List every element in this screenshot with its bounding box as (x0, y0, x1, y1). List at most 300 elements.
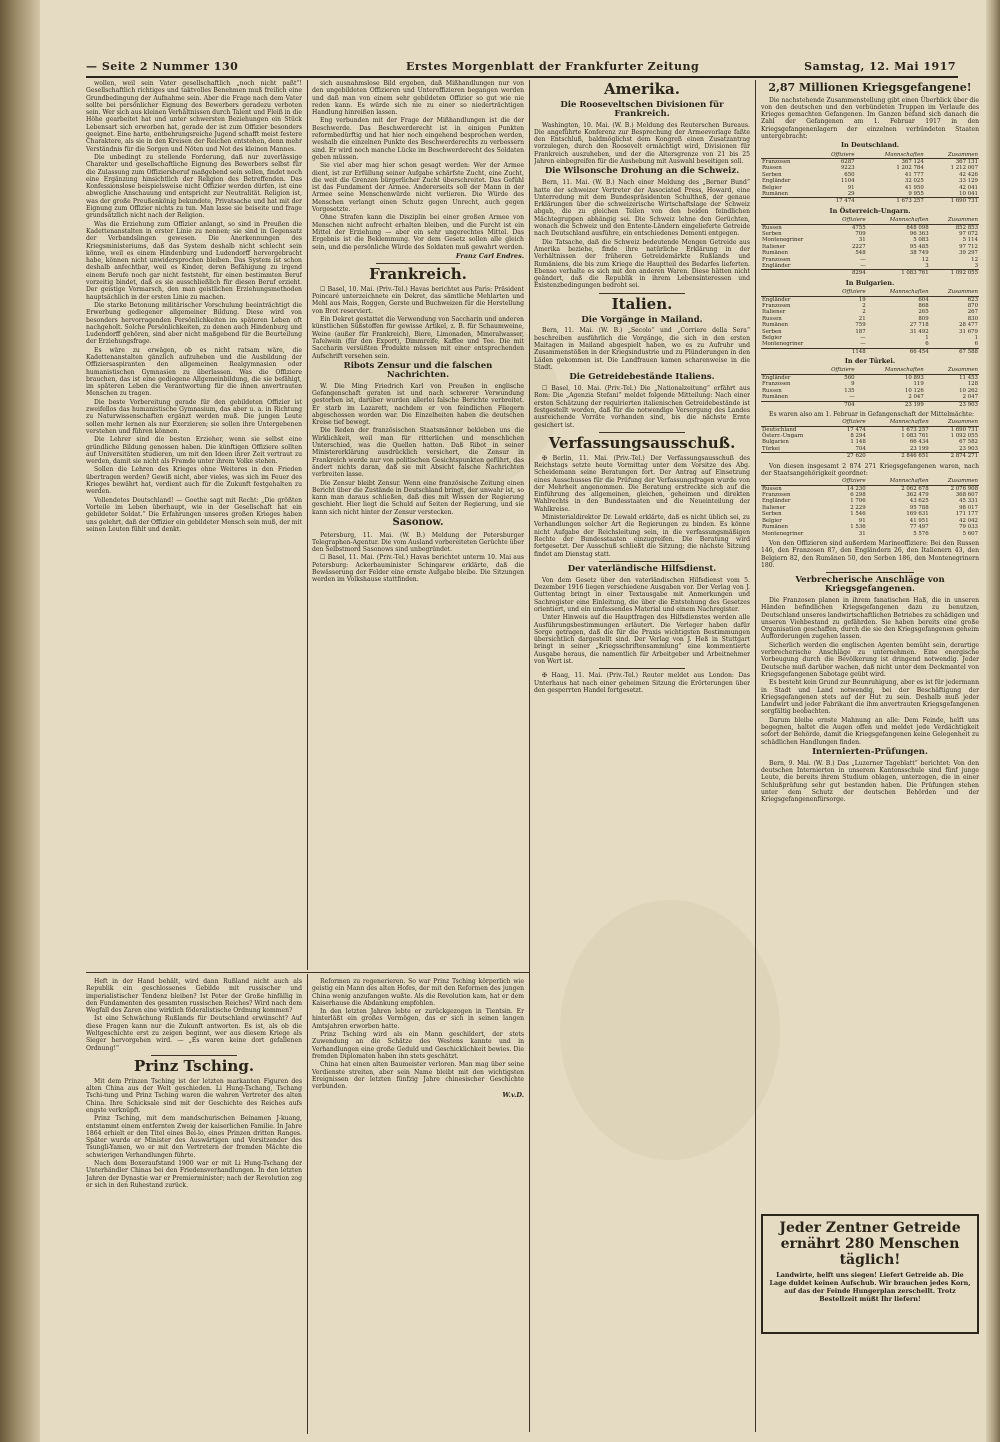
table-cell: 9 955 (908, 191, 924, 198)
article-paragraph: ☐ Basel, 10. Mai. (Priv.-Tel.) Havas berichtet aus Paris: Präsident Poincaré unterzeichnete ein Dekret, das sämtliche Mehlarten und Mehl aus Mais, Roggen, Gerste und Buchweizen für die Herstellung von Brot reserviert. (312, 285, 524, 315)
table-cell: 367 124 (901, 159, 924, 166)
divider (376, 263, 461, 264)
article-paragraph: Sollen die Lehren des Krieges ohne Weiteres in den Frieden übertragen werden? Gewiß nicht, aber vieles, was sich im Feuer des Krieges bewährt hat, verdient auch für die Zukunft festgehalten zu werden. (86, 466, 302, 496)
article-paragraph: Heft in der Hand behält, wird dann Rußland nicht auch als Republik ein geschlossenes Gebilde mit russischer und imperialistischer Tendenz bleiben? Ist Peter der Große hinfällig in den Fundamenten des gesamten russischen Reiches? Wird nach dem Wegfall des Zaren eine wirklich föderalistische Ordnung kommen? (86, 978, 302, 1015)
feuilleton-column-1 (86, 978, 302, 1433)
table-cell: Montenegriner (762, 341, 804, 348)
table-cell: 2 (862, 302, 866, 309)
table-cell: 2 062 678 (901, 485, 929, 492)
article-paragraph: Sicherlich werden die englischen Agenten bemüht sein, derartige verbrecherische Anschläge zu unternehmen. Eine energische Vorbeugung durch die Bevölkerung ist dringend notwendig. Jeder Deutsche muß darüber wachen, daß nicht unter dem Deckmantel von Kriegsgefangenen Sabotage geübt wird. (761, 641, 979, 678)
article-paragraph: Die beste Vorbereitung gerade für den gebildeten Offizier ist zweifellos das humanistische Gymnasium, das aber u. a. in Richtung zu Naturwissenschaften ergänzt werden muß. Die jungen Leute sollen mehr lernen als nur Exerzieren; sie sollen ihre Untergebenen verstehen und führen können. (86, 398, 302, 435)
table-cell: 6287 (840, 159, 855, 166)
table-total-row (761, 453, 979, 460)
article-paragraph: Petersburg, 11. Mai. (W. B.) Meldung der Petersburger Telegraphen-Agentur. Die vom Ausland vorbereiteten Gerüchte über den Selbstmord Sasonows sind unbegründet. (312, 531, 524, 554)
table-cell: Serben (762, 511, 782, 518)
table-header-cell: Zusammen (925, 152, 979, 159)
article-paragraph: Eng verbunden mit der Frage der Mißhandlungen ist die der Beschwerde. Das Beschwerderecht ist in einigen Punkten reformbedürftig und hat hier noch eingehend besprochen werden, weshalb die einzelnen Punkte des Beschwerderechts zu verbessern sind. Er wird noch manche Lücke im Beschwerderecht des Soldaten geben müssen. (312, 117, 524, 161)
article-paragraph: ✠ Haag, 11. Mai. (Priv.-Tel.) Reuter meldet aus London: Das Unterhaus hat nach einer geheimen Sitzung die Erörterungen über den gesperrten Handel fortgesetzt. (534, 672, 750, 694)
divider (826, 572, 913, 573)
table-cell: 2 076 908 (950, 485, 978, 492)
headline-verbrecherische-anschlaege: Verbrecherische Anschläge von Kriegsgefangenen. (795, 575, 945, 595)
table-total-cell: 1 083 761 (867, 270, 930, 277)
table-caption: In Bulgarien. (845, 278, 895, 287)
table-total-cell: 27 620 (828, 453, 867, 460)
table-cell: 2 229 (850, 504, 866, 511)
table-cell: 187 (855, 328, 866, 335)
table-cell: 41 777 (904, 171, 924, 178)
table-cell: Belgier (762, 334, 782, 341)
table-cell: Russen (762, 224, 782, 231)
table-cell: Italiener (762, 243, 786, 250)
table-header-cell: Zusammen (925, 367, 979, 374)
advertisement-body: Landwirte, helft uns siegen! Liefert Getreide ab. Die Lage duldet keinen Aufschub. Wir brauchen jedes Korn, auf das der Feinde Hungerplan zerschellt. Trotz Bestellzeit müßt Ihr liefern! (769, 1271, 971, 1303)
table-header-row (761, 419, 979, 426)
table-cell: 267 (967, 309, 978, 316)
table-row (761, 426, 979, 433)
table-cell: 1 706 (850, 498, 866, 505)
section-rule (86, 972, 529, 973)
table-cell: Serben (762, 171, 782, 178)
column-4 (761, 80, 979, 1210)
table-cell: 43 625 (909, 498, 929, 505)
article-paragraph: Sie viel aber mag hier schon gesagt werden: Wer der Armee dient, ist zur Erfüllung seiner Aufgabe schärfste Zucht, eine Zucht, die weit die Grenzen bürgerlicher Zucht überschreitet. Das Gefühl ist das Fundament der Armee. Andererseits soll der Mann in der Armee seine Menschenwürde nicht verlieren. Die Würde des Menschen verlangt einen Schutz gegen Unrecht, auch gegen Vorgesetzte. (312, 162, 524, 214)
advertisement-title: Jeder Zentner Getreide ernährt 280 Menschen täglich! (779, 1220, 961, 1268)
column-rule (307, 80, 308, 970)
table-header-row (761, 152, 979, 159)
table-cell: 265 (918, 309, 929, 316)
table-cell: 10 041 (959, 191, 978, 198)
table-cell: 2 (862, 309, 866, 316)
table-caption: In der Türkei. (844, 357, 896, 366)
column-rule (529, 80, 530, 1432)
table-cell: — (849, 394, 855, 401)
table-cell: 759 (855, 322, 866, 329)
table-cell: 23 199 (909, 445, 929, 452)
table-header-cell: Zusammen (930, 419, 979, 426)
subheadline: Die Rooseveltschen Divisionen für Frankreich. (560, 99, 724, 119)
feuilleton-column-2 (312, 978, 524, 1433)
article-paragraph: Von diesen insgesamt 2 874 271 Kriegsgefangenen waren, nach der Staatsangehörigkeit geordnet: (761, 462, 979, 477)
column-1 (86, 80, 302, 970)
table-header-cell: Offiziere (827, 289, 866, 296)
table-cell: 29 (847, 191, 855, 198)
table-row (761, 446, 979, 453)
table-cell: Russen (762, 387, 782, 394)
table-cell: 31 (858, 237, 866, 244)
article-paragraph: Es waren also am 1. Februar in Gefangenschaft der Mittelmächte: (769, 410, 975, 418)
headline-hilfsdienst: Der vaterländische Hilfsdienst. (567, 563, 717, 574)
table-cell: 10 126 (904, 387, 924, 394)
table-header-cell: Mannschaften (867, 289, 930, 296)
page-header (86, 60, 956, 76)
table-cell: 17 474 (846, 426, 866, 433)
table-cell: Rumänen (762, 394, 788, 401)
table-header-cell: Zusammen (930, 289, 979, 296)
pow-table-nations (761, 478, 979, 537)
table-total-cell: 2 874 271 (930, 453, 979, 460)
table-cell: 1 202 784 (896, 165, 924, 172)
article-paragraph: Nach dem Boxeraufstand 1900 war er mit Li Hung-Tschang der Unterhändler Chinas bei den Friedensverhandlungen. In den letzten Jahren der Dynastie war er Premierminister; nach der Revolution zog er sich in den Ruhestand zurück. (86, 1159, 302, 1189)
article-paragraph: Ist eine Schwächung Rußlands für Deutschland erwünscht? Auf diese Fragen kann nur die Zukunft antworten. Es ist, als ob die Weltgeschichte erst zu zeigen beginnt, wer aus diesem Kriege als Sieger hervorgehen wird. — „Es waren keine dort gefallenen Ordnung!“ (86, 1015, 302, 1052)
table-cell: 704 (855, 445, 866, 452)
table-cell: 67 582 (959, 439, 978, 446)
article-paragraph: Bern, 9. Mai. (W. B.) Das „Luzerner Tageblatt“ berichtet: Von den deutschen Internierten in unserem Kantonsschule sind fünf junge Leute, die bereits ihrem Studium oblagen, unterzogen, die in einer Schlußprüfung sehr gut bestanden haben. Die Prüfungen stehen unter dem Schutz der deutschen Behörden und der Kriegsgefangenenfürsorge. (761, 759, 979, 804)
table-cell: 1104 (840, 178, 855, 185)
article-paragraph: Die Zensur bleibt Zensur. Wenn eine französische Zeitung einen Bericht über die Zustände in Deutschland bringt, der unwahr ist, so kann man daraus schließen, daß dies mit Wissen der Regierung geschieht. Hier liegt die Schuld auf Seiten der Regierung, und sie kann sich nicht hinter der Zensur verstecken. (312, 479, 524, 516)
table-cell: 9 (851, 381, 855, 388)
table-cell: 1 212 007 (950, 165, 978, 172)
table-cell: 6 (974, 341, 978, 348)
table-cell: Franzosen (762, 381, 791, 388)
table-cell: Rumänen (762, 250, 788, 257)
table-total-cell: 8294 (827, 270, 866, 277)
table-total-cell: 1148 (827, 348, 866, 355)
table-row (761, 341, 979, 348)
table-cell: 5 083 (913, 237, 929, 244)
table-cell: 32 025 (904, 178, 924, 185)
table-total-cell: 23 199 (856, 401, 925, 408)
table-cell: Rumänen (762, 191, 788, 198)
table-cell: Franzosen (762, 492, 791, 499)
table-header-cell: Mannschaften (867, 217, 930, 224)
table-cell: 42 042 (959, 517, 978, 524)
table-cell: 12 (921, 256, 929, 263)
article-paragraph: Von dem Gesetz über den vaterländischen Hilfsdienst vom 5. Dezember 1916 liegen verschiedene Ausgaben vor. Der Verlag von J. Guttentag bringt in einer Textausgabe mit Anmerkungen und Sachregister eine Einleitung, die über die Entstehung des Gesetzes orientiert, und ein umfassendes Material und einem Nachregister. (534, 576, 750, 613)
table-cell: Rumänen (762, 524, 788, 531)
table-header-cell: Offiziere (827, 478, 866, 485)
table-cell: 868 (918, 302, 929, 309)
table-cell: — (860, 341, 866, 348)
table-cell: 709 (855, 230, 866, 237)
table-header-cell: Zusammen (930, 478, 979, 485)
table-cell: 8 294 (850, 433, 866, 440)
table-cell: 12 (971, 256, 978, 263)
table-cell: 19 (858, 296, 866, 303)
table-cell: Montenegriner (762, 530, 804, 537)
table-cell: 1 (974, 334, 978, 341)
header-date: Samstag, 12. Mai 1917 (804, 60, 956, 73)
table-total-cell: 1 673 257 (856, 198, 925, 205)
table-total-cell (761, 453, 828, 460)
pow-table-bulgarien (761, 289, 979, 355)
article-paragraph: Prinz Tsching wird als ein Mann geschildert, der stets Zuwendung an die Schätze des Westens kannte und in Verhandlungen eine große Geduld und Geschicklichkeit bewies. Die fremden Diplomaten haben ihn stets geschätzt. (312, 1031, 524, 1060)
table-cell: 5 114 (962, 237, 978, 244)
table-cell: — (860, 334, 866, 341)
article-paragraph: W. Die Ming Friedrich Karl von Preußen in englische Gefangenschaft geraten ist und nach schwerer Verwundung gestorben ist, darüber wurden allerlei falsche Berichte verbreitet. Er starb im Lazarett, nachdem er von feindlichen Fliegern abgeschossen worden war. Die Einzelheiten haben die deutschen Kreise tief bewegt. (312, 382, 524, 427)
table-header-cell: Mannschaften (856, 152, 925, 159)
table-cell: 2 047 (962, 394, 978, 401)
table-header-cell (761, 478, 827, 485)
divider (599, 293, 685, 294)
table-cell: Franzosen (762, 256, 791, 263)
table-total-cell (761, 270, 827, 277)
table-cell: 42 041 (959, 184, 978, 191)
table-cell: 96 363 (909, 230, 929, 237)
column-2 (312, 80, 524, 970)
table-cell: 1 148 (850, 439, 866, 446)
table-total-cell (761, 198, 813, 205)
headline-kriegsgefangene: 2,87 Millionen Kriegsgefangene! (768, 81, 972, 94)
article-paragraph: Von den Offizieren sind außerdem Marineoffiziere: Bei den Russen 146, den Franzosen 87, den Engländern 26, den Italienern 43, den Belgiern 82, den Rumänen 50, den Serben 186, den Montenegrinern 180. (761, 539, 979, 569)
article-paragraph: Die unbedingt zu stellende Forderung, daß nur zuverlässige Charakter und gesellschaftliche Eignung des Bewerbers selbst für die Zulassung zum Offiziersberuf maßgebend sein sollen, findet noch eine Ergänzung hinsichtlich der Religion des Betreffenden. Das Konfessionslose beispielsweise nicht Offizier werden dürfen, ist eine abwegliche Anschauung und entspricht zur Neutralität. Religion ist, was der große Preußenkönig bekundete, Privatsache und hat mit der Eignung zum Offizier nichts zu tun. Man lasse sie beiseite und frage grundsätzlich nicht nach der Religion. (86, 153, 302, 220)
table-cell: Montenegriner (762, 237, 804, 244)
table-cell: Türkei (762, 445, 780, 452)
table-cell: Serben (762, 328, 782, 335)
table-cell: 45 331 (959, 498, 978, 505)
headline-verfassungsausschuss: Verfassungsausschuß. (548, 433, 736, 452)
article-paragraph: Die Reden der französischen Staatsmänner bekleben uns die Wirklichkeit, weil man für ritterlichen und menschlichen Unterschied, was die Quellen hatten. Daß Ribot in seiner Ministererklärung ausdrücklich versichert, die Zensur in Frankreich werde nur von politischen Gesichtspunkten geführt, das ändert nichts daran, daß sie mit Absicht falsche Nachrichten verbreiten lasse. (312, 427, 524, 479)
table-cell: 28 477 (959, 322, 978, 329)
table-row (761, 159, 979, 166)
table-total-row (761, 401, 979, 408)
table-header-row (761, 478, 979, 485)
header-masthead: Erstes Morgenblatt der Frankfurter Zeitung (406, 60, 700, 73)
table-cell: 1 (925, 334, 929, 341)
table-cell: 42 426 (959, 171, 978, 178)
table-cell: 171 177 (955, 511, 978, 518)
table-cell: Belgier (762, 184, 782, 191)
table-cell: Franzosen (762, 159, 791, 166)
table-header-cell: Offiziere (827, 217, 866, 224)
table-cell: 23 903 (959, 445, 978, 452)
table-cell: Italiener (762, 504, 786, 511)
table-total-cell: 17 474 (813, 198, 856, 205)
table-cell: Belgier (762, 517, 782, 524)
article-paragraph: wollen, weil sein Vater gesellschaftlich „noch nicht paßt“! Gesellschaftlich richtiges und taktvolles Benehmen muß freilich eine Grundbedingung der Aufnahme sein. Aber die Frage nach dem Vater sollte bei persönlicher Eignung des Bewerbers geradezu verboten sein. Wer sich aus kleinen Verhältnissen durch Talent und Fleiß in die Höhe gearbeitet hat und unter schwersten Beziehungen ein Stück Lebensart sich erworben hat, gerade der ist zum Offizier besonders geeignet. Eine harte, entbehrungsreiche Jugend schafft meist festere Charaktere, als sie in den Kreisen der Reichen entstehen, denn mehr Verständnis für die Sorgen und Nöten und Not des kleinen Mannes. (86, 80, 302, 153)
table-total-cell: 1 690 731 (925, 198, 979, 205)
article-paragraph: Es wäre zu erwägen, ob es nicht ratsam wäre, die Kadettenanstalten gänzlich aufzuheben und die Ausbildung der Offiziersaspiranten den allgemeinen Realgymnasien oder humanistischen Gymnasien zu überlassen. Was die Offiziere brauchen, das ist eine gediegene Allgemeinbildung, die sie befähigt, im späteren Leben die Verantwortung für die ihnen anvertrauten Menschen zu tragen. (86, 346, 302, 398)
table-cell: Deutschland (762, 426, 797, 433)
table-cell: 809 (918, 315, 929, 322)
headline-italien: Italien. (611, 294, 673, 313)
table-header-cell (761, 419, 828, 426)
column-rule (307, 974, 308, 1434)
article-paragraph: Vollendetes Deutschland! — Goethe sagt mit Recht: „Die größten Vorteile im Leben überhaupt, wie in der Gesellschaft hat ein gebildeter Soldat.“ Die Erfahrungen unseres großen Krieges haben uns gelehrt, daß der Offizier ein gebildeter Mensch sein muß, der mit seinen Leuten fühlt und denkt. (86, 496, 302, 533)
article-paragraph: Darum bleibe ernste Mahnung an alle: Dem Feinde, helft uns begegnen, haltet die Augen offen und meldet jede Verdächtigkeit sofort der Behörde, damit die Kriegsgefangenen keine Gelegenheit zu schädlichen Handlungen finden. (761, 716, 979, 746)
table-total-cell: 23 903 (925, 401, 979, 408)
pow-table-deutschland (761, 152, 979, 205)
header-page-number: — Seite 2 Nummer 130 (86, 60, 239, 73)
article-paragraph: Die Tatsache, daß die Schweiz bedeutende Mengen Getreide aus Amerika beziehe, finde ihre natürliche Erklärung in der Verhältnissen der früheren Getreidemärkte Rußlands und Rumäniens, die bis zum Kriege die Hauptteil des Bedarfes lieferten. Ebenso verhalte es sich mit den anderen Waren. Diese hätten nicht geändert, daß die Republik in ihrem Lebensinteressen und Existenzbedingungen bedroht sei. (534, 238, 750, 290)
article-paragraph: sich ausnahmslose Bild ergeben, daß Mißhandlungen nur von den ungebildeten Offizieren und Unteroffizieren begangen werden und daß man von einem sehr gebildeten Offizier so gut wie nie reden kann. Es würde sich nie zu einer so niederträchtigen Handlung hinreißen lassen. (312, 80, 524, 117)
pow-table-summary (761, 419, 979, 459)
table-cell: 10 893 (904, 374, 924, 381)
table-cell: — (860, 263, 866, 270)
table-caption: In Deutschland. (840, 141, 900, 150)
table-cell: 830 (967, 315, 978, 322)
table-cell: Engländer (762, 374, 791, 381)
table-total-cell (761, 348, 827, 355)
table-cell: 3 (925, 263, 929, 270)
table-header-row (761, 289, 979, 296)
table-cell: 91 (858, 517, 866, 524)
table-cell: Engländer (762, 296, 791, 303)
table-cell: Engländer (762, 498, 791, 505)
table-header-row (761, 367, 979, 374)
table-cell: 97 712 (959, 243, 978, 250)
divider (599, 432, 685, 433)
headline-frankreich: Frankreich. (369, 265, 467, 284)
table-cell: Italiener (762, 309, 786, 316)
table-cell: 97 072 (959, 230, 978, 237)
table-caption: In Österreich-Ungarn. (829, 206, 911, 215)
pow-table-tuerkei (761, 367, 979, 407)
table-cell: 95 485 (909, 243, 929, 250)
table-cell: Russen (762, 315, 782, 322)
advertisement-box (761, 1214, 979, 1334)
table-cell: 9223 (840, 165, 855, 172)
table-cell: 2227 (851, 243, 866, 250)
table-cell: 41 951 (909, 517, 929, 524)
article-paragraph: Unter Hinweis auf die Hauptfragen des Hilfsdienstes werden alle Ausführungsbestimmungen erläutert. Die Verleger haben dafür Sorge getragen, daß die für die Praxis wichtigsten Bestimmungen übersichtlich dargestellt sind. Der Verlag von J. Heß in Stuttgart bringt in seiner „Kriegsschriftensammlung“ eine kommentierte Ausgabe heraus, die namentlich für Arbeitgeber und Arbeitnehmer von Wert ist. (534, 614, 750, 665)
table-cell: 848 098 (906, 224, 929, 231)
table-row (761, 296, 979, 303)
table-cell: Bulgarien (762, 439, 789, 446)
table-total-cell: 1 092 055 (930, 270, 979, 277)
article-paragraph: Es besteht kein Grund zur Beunruhigung, aber es ist für jedermann in Stadt und Land notwendig, bei der Beschäftigung der Kriegsgefangenen stets auf der Hut zu sein. Deshalb muß jeder Landwirt und jeder Fabrikant die ihm anvertrauten Kriegsgefangenen sorgfältig beobachten. (761, 679, 979, 716)
table-header-cell (761, 367, 813, 374)
table-cell: 31 492 (909, 328, 929, 335)
table-row (761, 531, 979, 537)
divider (599, 561, 685, 562)
article-paragraph: ☐ Basel, 11. Mai. (Priv.-Tel.) Havas berichtet unterm 10. Mai aus Petersburg: Ackerbauminister Schingarew erklärte, daß die Bewässerung der Felder eine ernste Aufgabe bleibe. Die Sitzungen werden im Volkshause stattfinden. (312, 554, 524, 584)
table-row (761, 263, 979, 270)
table-cell: 31 (858, 530, 866, 537)
author-signature: W.v.D. (502, 1091, 524, 1100)
table-cell: 1 083 761 (901, 433, 929, 440)
table-header-cell: Offiziere (813, 152, 856, 159)
binding-gutter (0, 0, 40, 1442)
table-row (761, 224, 979, 231)
column-3 (534, 80, 750, 1432)
table-cell: 623 (967, 296, 978, 303)
table-cell: Russen (762, 485, 782, 492)
table-cell: 5 607 (962, 530, 978, 537)
table-total-cell: 66 454 (867, 348, 930, 355)
table-cell: 650 (844, 171, 855, 178)
table-cell: 66 434 (909, 439, 929, 446)
article-paragraph: In den letzten Jahren lebte er zurückgezogen in Tientsin. Er hinterläßt ein großes Vermögen, das er sich in seinen langen Amtsjahren erworben hatte. (312, 1008, 524, 1030)
article-paragraph: ☐ Basel, 10. Mai. (Priv.-Tel.) Die „Nationalzeitung“ erfährt aus Rom: Die „Agenzia Stefani“ meldet folgende Mitteilung: Nach einer ersten Schätzung der requirierten italienischen Getreidebestände ist festgestellt worden, daß für die notwendige Versorgung des Landes ausreichende Vorräte vorhanden sind, bis die nächste Ernte gesichert ist. (534, 385, 750, 429)
table-cell: 1 536 (850, 524, 866, 531)
table-cell: 91 (847, 184, 855, 191)
table-cell: Engländer (762, 178, 791, 185)
article-paragraph: Was die Erziehung zum Offizier anlangt, so sind in Preußen die Kadettenanstalten in erster Linie zu nennen; sie sind in Gegensatz der Verbandslingen gewesen. Die Anerkennungen des Kriegsministeriums, daß das System deshalb nicht schlecht sein könne, weil es einem Hindenburg und Ludendorff hervorgebracht habe, können nicht unwidersprochen bleiben. Das System ist schon deshalb anfechtbar, weil es Kinder, deren Befähigung zu irgend einem Berufe noch gar nicht feststeht, für einen bestimmten Beruf vorzeitig bindet, daß es sie ausschließlich für diesen Beruf erzieht. Der geistige Vormarsch, den man geistlichen Erziehungsmethoden hauptsächlich in der ersten Linie zu machen. (86, 220, 302, 301)
article-paragraph: Die Lehrer sind die besten Erzieher, wenn sie selbst eine gründliche Bildung genossen haben. Die künftigen Offiziere sollten auf Universitäten studieren, um mit den Ideen ihrer Zeit vertraut zu werden, damit sie nicht als Fremde unter ihrem Volke stehen. (86, 436, 302, 466)
table-cell: 33 129 (959, 178, 978, 185)
table-cell: 362 479 (906, 492, 929, 499)
article-paragraph: Ohne Strafen kann die Disziplin bei einer großen Armee von Menschen nicht aufrecht erhalten bleiben, und die Furcht ist ein Mittel der Erziehung — aber ein sehr ungerechtes Mittel. Das Ergebnis ist die Beklemmung. Vor dem Gesetz sollen alle gleich sein, und die persönliche Würde des Soldaten muß gewahrt werden. (312, 214, 524, 251)
table-cell: 1 546 (850, 511, 866, 518)
table-cell: 39 297 (959, 250, 978, 257)
table-total-row (761, 270, 979, 277)
table-cell: 548 (855, 250, 866, 257)
table-cell: Engländer (762, 263, 791, 270)
pow-table-oesterreich (761, 217, 979, 277)
table-cell: 128 (967, 381, 978, 388)
table-row (761, 485, 979, 492)
table-cell: 5 576 (913, 530, 929, 537)
author-signature: Franz Carl Endres. (455, 251, 524, 260)
page-edge (986, 0, 1000, 1442)
table-cell: 119 (913, 381, 924, 388)
table-cell: 3 (974, 263, 978, 270)
table-cell: Franzosen (762, 302, 791, 309)
article-paragraph: China hat einen alten Baumeister verloren. Man mag über seine Verdienste streiten, aber sein Name bleibt mit den wichtigsten Ereignissen der letzten fünfzig Jahre chinesischer Geschichte verbunden. (312, 1061, 524, 1091)
article-paragraph: ✠ Berlin, 11. Mai. (Priv.-Tel.) Der Verfassungsausschuß des Reichstags setzte heute Vormittag unter dem Vorsitze des Abg. Scheidemann seine Beratungen fort. Der Antrag auf Einsetzung eines Ausschusses für die Prüfung der Verfassungsfragen wurde von der Mehrheit angenommen. Die Beratung erstreckte sich auf die Einführung des allgemeinen, gleichen, geheimen und direkten Wahlrechts in den Bundesstaaten und die Neueinteilung der Wahlkreise. (534, 454, 750, 513)
table-row (761, 394, 979, 401)
table-cell: 1 092 055 (950, 433, 978, 440)
subheadline: Die Vorgänge in Mailand. (581, 314, 703, 325)
table-total-cell: 704 (813, 401, 856, 408)
headline-internierten-pruefungen: Internierten-Prüfungen. (812, 746, 928, 757)
table-cell: 21 (858, 315, 866, 322)
table-cell: 79 033 (959, 524, 978, 531)
table-cell: 2 047 (908, 394, 924, 401)
table-cell: 870 (967, 302, 978, 309)
table-cell: 11 453 (959, 374, 978, 381)
table-header-cell (761, 217, 827, 224)
article-paragraph: Bern, 11. Mai. (W. B.) Nach einer Meldung des „Berner Bund“ hatte der schweizer Vertreter der Associated Press, Howard, eine Unterredung mit dem Bundespräsidenten Schultheß, der genaue Erklärungen über die schweizerische Wirtschaftslage der Schweiz abgab, die zu gleichen Teilen von den beiden feindlichen Mächtegruppen abhängig sei. Die Schweiz lehne den Gerüchten, wonach die Schweiz und den Entente-Ländern eingelieferte Getreide nach Deutschland ausführe, ein entschiedenes Dementi entgegen. (534, 179, 750, 238)
table-header-cell: Mannschaften (867, 478, 930, 485)
table-cell: 31 679 (959, 328, 978, 335)
article-paragraph: Die starke Betonung militärischer Vorschulung beeinträchtigt die Erwerbung gediegener allgemeiner Bildung. Diese wird von besonders hervorragenden Persönlichkeiten im späteren Leben oft nachgeholt. Solche Persönlichkeiten, zu denen auch Hindenburg und Ludendorff gehören, sind aber nicht maßgebend für die Beurteilung der Erziehungsfrage. (86, 301, 302, 346)
article-paragraph: Reformen zu regenerieren. So war Prinz Tsching körperlich wie geistig ein Mann des alten Hofes, der mit den Reformen des jungen China wenig anzufangen wußte. Als die Revolution kam, hat er dem Kaiserhause die Abdankung empfohlen. (312, 978, 524, 1007)
table-cell: 4755 (851, 224, 866, 231)
article-paragraph: Washington, 10. Mai. (W. B.) Meldung des Reuterschen Bureaus. Die angeführte Konferenz zur Besprechung der Armeevorlage faßte den Entschluß, baldmöglichst dem Kongreß einen Zusatzantrag vorzulegen, durch den Roosevelt ermächtigt wird, Divisionen für Frankreich auszuheben, und der die Altersgrenze von 21 bis 25 Jahren einbegreifen für die Aushebung mit Auswahl beseitigen soll. (534, 121, 750, 166)
table-cell: 6 (925, 341, 929, 348)
table-header-cell: Offiziere (813, 367, 856, 374)
divider (151, 1055, 237, 1056)
table-total-row (761, 348, 979, 355)
table-cell: Österr.-Ungarn (762, 433, 804, 440)
table-cell: 95 788 (909, 504, 929, 511)
table-header-cell: Mannschaften (867, 419, 930, 426)
table-total-cell: 67 588 (930, 348, 979, 355)
table-header-cell (761, 152, 813, 159)
header-rule (86, 76, 958, 78)
table-cell: 27 718 (909, 322, 929, 329)
table-cell: 14 230 (846, 485, 866, 492)
table-cell: 98 017 (959, 504, 978, 511)
table-header-cell: Offiziere (828, 419, 867, 426)
table-cell: Serben (762, 230, 782, 237)
table-cell: Rumänen (762, 322, 788, 329)
article-paragraph: Prinz Tsching, mit dem mandschurischen Beinamen J-kuang, entstammt einem entfernten Zweig der kaiserlichen Familie. In Jahre 1864 erhielt er den Titel eines Bei-lo, eines Prinzen dritten Ranges. Später wurde er Minister des Auswärtigen und Vorsitzender des Tsungli-Yamen, wo er mit den Vertretern der fremden Mächte die schwierigen Verhandlungen führte. (86, 1115, 302, 1159)
table-header-cell: Zusammen (930, 217, 979, 224)
table-cell: Russen (762, 165, 782, 172)
table-cell: 368 607 (955, 492, 978, 499)
table-cell: 169 631 (906, 511, 929, 518)
table-cell: 77 497 (909, 524, 929, 531)
table-cell: 41 950 (904, 184, 924, 191)
table-total-cell (761, 401, 813, 408)
headline-sasonow: Sasonow. (392, 517, 444, 529)
table-cell: 560 (844, 374, 855, 381)
table-cell: 367 131 (955, 159, 978, 166)
headline-ribots-zensur: Ribots Zensur und die falschen Nachrichten. (343, 360, 493, 380)
table-cell: 10 262 (959, 387, 978, 394)
table-header-cell: Mannschaften (856, 367, 925, 374)
table-total-row (761, 198, 979, 205)
headline-amerika: Amerika. (604, 80, 680, 98)
column-rule (755, 80, 756, 1432)
table-cell: 1 690 731 (950, 426, 978, 433)
table-row (761, 191, 979, 198)
table-cell: — (860, 256, 866, 263)
table-row (761, 374, 979, 381)
headline-prinz-tsching: Prinz Tsching. (133, 1056, 255, 1075)
